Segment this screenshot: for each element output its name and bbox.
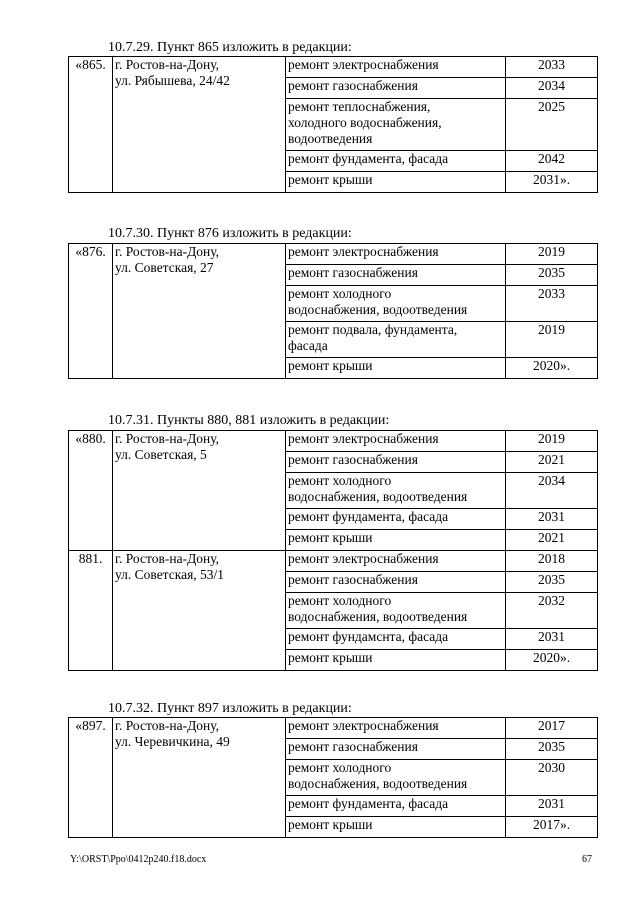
work-type-cell xyxy=(286,78,506,99)
work-year: 2019 xyxy=(506,431,598,452)
work-type-cell xyxy=(286,530,506,551)
work-type-cell xyxy=(286,718,506,739)
amendment-table xyxy=(68,430,598,671)
address-line: ул. Черевичкина, 49 xyxy=(115,734,230,749)
work-type-line: ремонт фундамента, фасада xyxy=(288,796,449,811)
work-type-line: фасада xyxy=(288,338,328,353)
work-type-line: ремонт крыши xyxy=(288,530,373,545)
work-type-line: водоснабжения, водоотведения xyxy=(288,776,468,791)
work-type-line: водоснабжения, водоотведения xyxy=(288,609,468,624)
work-type-cell xyxy=(286,358,506,379)
table-row xyxy=(69,244,598,265)
address-line: ул. Советская, 27 xyxy=(115,260,214,275)
section-heading: 10.7.32. Пункт 897 изложить в редакции: xyxy=(108,701,352,716)
address-cell xyxy=(113,57,286,193)
item-number: «880. xyxy=(69,431,113,551)
work-type-line: водоотведения xyxy=(288,131,373,146)
work-type-line: ремонт электроснабжения xyxy=(288,431,439,446)
section-heading: 10.7.29. Пункт 865 изложить в редакции: xyxy=(108,40,352,55)
work-year: 2032 xyxy=(506,593,598,629)
work-type-line: ремонт теплоснабжения, xyxy=(288,99,431,114)
work-type-cell xyxy=(286,572,506,593)
table-row xyxy=(69,431,598,452)
address-line: ул. Советская, 53/1 xyxy=(115,567,225,582)
work-year: 2017 xyxy=(506,718,598,739)
amendment-table xyxy=(68,56,598,193)
work-year: 2018 xyxy=(506,551,598,572)
item-number: «897. xyxy=(69,718,113,838)
table-row xyxy=(69,57,598,78)
work-type-line: ремонт газоснабжения xyxy=(288,265,418,280)
work-type-line: водоснабжения, водоотведения xyxy=(288,302,468,317)
amendment-table xyxy=(68,717,598,838)
address-cell xyxy=(113,551,286,671)
work-year: 2030 xyxy=(506,760,598,796)
address-line: ул. Рябышева, 24/42 xyxy=(115,73,230,88)
work-type-cell xyxy=(286,265,506,286)
work-type-line: ремонт электроснабжения xyxy=(288,718,439,733)
work-year: 2020». xyxy=(506,650,598,671)
work-year: 2035 xyxy=(506,265,598,286)
table-row xyxy=(69,718,598,739)
work-type-line: холодного водоснабжения, xyxy=(288,115,442,130)
address-line: г. Ростов-на-Дону, xyxy=(115,718,220,733)
work-year: 2031 xyxy=(506,509,598,530)
work-type-line: ремонт холодного xyxy=(288,593,392,608)
work-year: 2034 xyxy=(506,78,598,99)
work-type-cell xyxy=(286,817,506,838)
work-type-line: ремонт крыши xyxy=(288,650,373,665)
address-line: г. Ростов-на-Дону, xyxy=(115,244,220,259)
address-cell xyxy=(113,431,286,551)
work-type-cell xyxy=(286,286,506,322)
work-type-cell xyxy=(286,739,506,760)
work-type-cell xyxy=(286,322,506,358)
work-type-line: ремонт фундамента, фасада xyxy=(288,151,449,166)
address-line: ул. Советская, 5 xyxy=(115,447,207,462)
address-line: г. Ростов-на-Дону, xyxy=(115,551,220,566)
work-type-line: ремонт крыши xyxy=(288,172,373,187)
work-year: 2031 xyxy=(506,629,598,650)
work-type-cell xyxy=(286,431,506,452)
item-number: «865. xyxy=(69,57,113,193)
work-year: 2017». xyxy=(506,817,598,838)
work-type-line: ремонт холодного xyxy=(288,286,392,301)
address-cell xyxy=(113,244,286,379)
work-year: 2025 xyxy=(506,99,598,151)
work-year: 2033 xyxy=(506,57,598,78)
work-year: 2021 xyxy=(506,530,598,551)
work-type-line: ремонт крыши xyxy=(288,817,373,832)
work-year: 2034 xyxy=(506,473,598,509)
work-type-cell xyxy=(286,593,506,629)
work-type-line: ремонт газоснабжения xyxy=(288,572,418,587)
amendment-table xyxy=(68,243,598,379)
work-type-cell xyxy=(286,509,506,530)
work-year: 2033 xyxy=(506,286,598,322)
work-year: 2031 xyxy=(506,796,598,817)
work-type-cell xyxy=(286,99,506,151)
work-year: 2019 xyxy=(506,322,598,358)
work-type-line: ремонт газоснабжения xyxy=(288,452,418,467)
work-type-cell xyxy=(286,650,506,671)
work-type-line: ремонт электроснабжения xyxy=(288,551,439,566)
table-row xyxy=(69,551,598,572)
work-type-cell xyxy=(286,796,506,817)
work-type-cell xyxy=(286,452,506,473)
work-year: 2035 xyxy=(506,739,598,760)
item-number: «876. xyxy=(69,244,113,379)
section-heading: 10.7.31. Пункты 880, 881 изложить в редакции: xyxy=(108,413,390,428)
work-type-line: ремонт газоснабжения xyxy=(288,78,418,93)
work-year: 2021 xyxy=(506,452,598,473)
work-year: 2042 xyxy=(506,151,598,172)
work-type-cell xyxy=(286,551,506,572)
work-year: 2020». xyxy=(506,358,598,379)
work-type-cell xyxy=(286,244,506,265)
section-heading: 10.7.30. Пункт 876 изложить в редакции: xyxy=(108,226,352,241)
address-cell xyxy=(113,718,286,838)
footer-page-number: 67 xyxy=(582,854,592,865)
work-type-line: ремонт электроснабжения xyxy=(288,57,439,72)
item-number: 881. xyxy=(69,551,113,671)
work-type-cell xyxy=(286,172,506,193)
work-type-cell xyxy=(286,629,506,650)
address-line: г. Ростов-на-Дону, xyxy=(115,431,220,446)
work-type-cell xyxy=(286,760,506,796)
work-type-cell xyxy=(286,151,506,172)
work-type-line: ремонт электроснабжения xyxy=(288,244,439,259)
work-type-line: ремонт фундамента, фасада xyxy=(288,509,449,524)
work-year: 2019 xyxy=(506,244,598,265)
work-type-line: ремонт холодного xyxy=(288,760,392,775)
address-line: г. Ростов-на-Дону, xyxy=(115,57,220,72)
work-type-line: ремонт газоснабжения xyxy=(288,739,418,754)
work-type-line: водоснабжения, водоотведения xyxy=(288,489,468,504)
footer-file-path: Y:\ORST\Ppo\0412p240.f18.docx xyxy=(70,854,207,865)
work-year: 2031». xyxy=(506,172,598,193)
work-type-cell xyxy=(286,473,506,509)
work-type-line: ремонт холодного xyxy=(288,473,392,488)
work-type-line: ремонт подвала, фундамента, xyxy=(288,322,458,337)
work-type-cell xyxy=(286,57,506,78)
work-type-line: ремонт крыши xyxy=(288,358,373,373)
work-type-line: ремонт фундамснта, фасада xyxy=(288,629,449,644)
work-year: 2035 xyxy=(506,572,598,593)
